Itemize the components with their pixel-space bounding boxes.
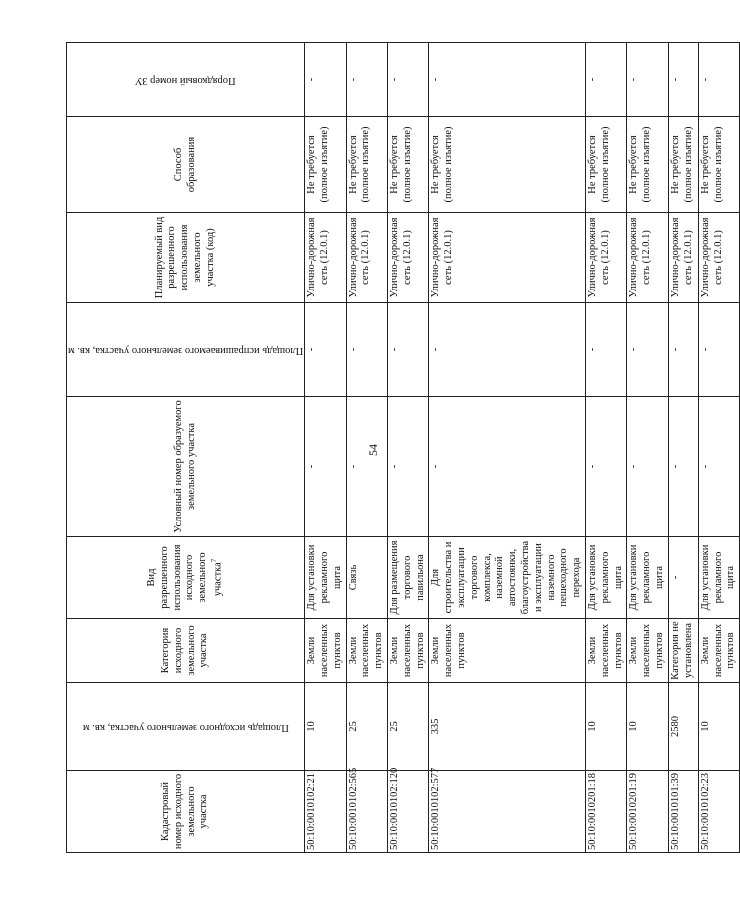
table-row	[627, 43, 668, 853]
cell-seized-area: -	[698, 303, 739, 397]
cell-formation-method: Не требуется (полное изъятие)	[627, 117, 668, 213]
table-row	[668, 43, 698, 853]
cell-category: Земли населенных пунктов	[346, 619, 387, 683]
cell-permitted-use: Для установки рекламного щита	[305, 537, 346, 619]
header-source-area: Площадь исходного земельного участка, кв. м	[67, 683, 305, 771]
header-formation-method: Способ образования	[67, 117, 305, 213]
table-row	[346, 43, 387, 853]
header-category: Категория исходного земельного участка	[67, 619, 305, 683]
cell-conditional-number: -	[346, 397, 387, 537]
cell-permitted-use: Связь	[346, 537, 387, 619]
cell-formation-method: Не требуется (полное изъятие)	[346, 117, 387, 213]
cell-category: Земли населенных пунктов	[627, 619, 668, 683]
cell-seized-area: -	[429, 303, 586, 397]
cell-permitted-use: Для установки рекламного щита	[585, 537, 626, 619]
cell-category: Земли населенных пунктов	[585, 619, 626, 683]
cell-planned-use: Улично-дорожная сеть (12.0.1)	[585, 213, 626, 303]
cell-source-area: 10	[585, 683, 626, 771]
cell-cadastral-number: 50:10:0010102:21	[305, 771, 346, 853]
cell-cadastral-number: 50:10:0010102:577	[429, 771, 586, 853]
cell-sequence-number: -	[698, 43, 739, 117]
cell-source-area: 2580	[668, 683, 698, 771]
cell-category: Земли населенных пунктов	[305, 619, 346, 683]
cell-source-area: 335	[429, 683, 586, 771]
header-planned-use: Планируемый вид разрешенного использования земельного участка (код)	[67, 213, 305, 303]
table-row	[698, 43, 739, 853]
cell-sequence-number: -	[429, 43, 586, 117]
cell-sequence-number: -	[346, 43, 387, 117]
header-seized-area: Площадь испрашиваемого земельного участка, кв. м	[67, 303, 305, 397]
cell-permitted-use: -	[668, 537, 698, 619]
cell-category: Земли населенных пунктов	[388, 619, 429, 683]
cell-planned-use: Улично-дорожная сеть (12.0.1)	[698, 213, 739, 303]
header-permitted-use	[67, 537, 305, 619]
cell-seized-area: -	[585, 303, 626, 397]
cell-source-area: 10	[305, 683, 346, 771]
cell-planned-use: Улично-дорожная сеть (12.0.1)	[388, 213, 429, 303]
cell-sequence-number: -	[305, 43, 346, 117]
cell-cadastral-number: 50:10:0010102:120	[388, 771, 429, 853]
cell-conditional-number: -	[698, 397, 739, 537]
cell-source-area: 25	[388, 683, 429, 771]
table-row	[429, 43, 586, 853]
cell-formation-method: Не требуется (полное изъятие)	[585, 117, 626, 213]
cell-formation-method: Не требуется (полное изъятие)	[388, 117, 429, 213]
cell-cadastral-number: 50:10:0010102:23	[698, 771, 739, 853]
cell-category: Земли населенных пунктов	[429, 619, 586, 683]
cell-permitted-use: Для строительства и эксплуатации торгового комплекса, наземной автостоянки, благоустройства и эксплуатации наземного пешеходного перехода	[429, 537, 586, 619]
cell-permitted-use: Для установки рекламного щита	[627, 537, 668, 619]
page-number: 54	[366, 444, 380, 456]
header-sequence-number: Порядковый номер ЗУ	[67, 43, 305, 117]
footnote-marker: 7	[209, 558, 218, 563]
cell-conditional-number: -	[429, 397, 586, 537]
cell-permitted-use: Для установки рекламного щита	[698, 537, 739, 619]
cell-seized-area: -	[668, 303, 698, 397]
header-row	[67, 43, 305, 853]
cell-planned-use: Улично-дорожная сеть (12.0.1)	[305, 213, 346, 303]
table-row	[388, 43, 429, 853]
cell-formation-method: Не требуется (полное изъятие)	[698, 117, 739, 213]
cell-conditional-number: -	[305, 397, 346, 537]
cell-sequence-number: -	[668, 43, 698, 117]
cell-category: Земли населенных пунктов	[698, 619, 739, 683]
cell-formation-method: Не требуется (полное изъятие)	[668, 117, 698, 213]
cell-source-area: 25	[346, 683, 387, 771]
cell-formation-method: Не требуется (полное изъятие)	[429, 117, 586, 213]
cell-seized-area: -	[388, 303, 429, 397]
cell-seized-area: -	[346, 303, 387, 397]
cell-sequence-number: -	[388, 43, 429, 117]
land-plots-table	[66, 42, 740, 853]
cell-conditional-number: -	[585, 397, 626, 537]
cell-cadastral-number: 50:10:0010201:19	[627, 771, 668, 853]
cell-conditional-number: -	[388, 397, 429, 537]
cell-planned-use: Улично-дорожная сеть (12.0.1)	[429, 213, 586, 303]
header-permitted-use-text: Вид разрешенного использования исходного земельного участка	[145, 544, 224, 611]
cell-planned-use: Улично-дорожная сеть (12.0.1)	[627, 213, 668, 303]
cell-permitted-use: Для размещения торгового павильона	[388, 537, 429, 619]
cell-seized-area: -	[305, 303, 346, 397]
cell-conditional-number: -	[668, 397, 698, 537]
cell-planned-use: Улично-дорожная сеть (12.0.1)	[346, 213, 387, 303]
cell-formation-method: Не требуется (полное изъятие)	[305, 117, 346, 213]
table-row	[585, 43, 626, 853]
cell-cadastral-number: 50:10:0010102:565	[346, 771, 387, 853]
table-row	[305, 43, 346, 853]
cell-source-area: 10	[627, 683, 668, 771]
cell-category: Категория не установлена	[668, 619, 698, 683]
cell-sequence-number: -	[627, 43, 668, 117]
header-cadastral-number: Кадастровый номер исходного земельного участка	[67, 771, 305, 853]
cell-seized-area: -	[627, 303, 668, 397]
cell-conditional-number: -	[627, 397, 668, 537]
cell-cadastral-number: 50:10:0010201:18	[585, 771, 626, 853]
cell-cadastral-number: 50:10:0010101:39	[668, 771, 698, 853]
cell-planned-use: Улично-дорожная сеть (12.0.1)	[668, 213, 698, 303]
cell-sequence-number: -	[585, 43, 626, 117]
header-conditional-number: Условный номер образуемого земельного участка	[67, 397, 305, 537]
cell-source-area: 10	[698, 683, 739, 771]
